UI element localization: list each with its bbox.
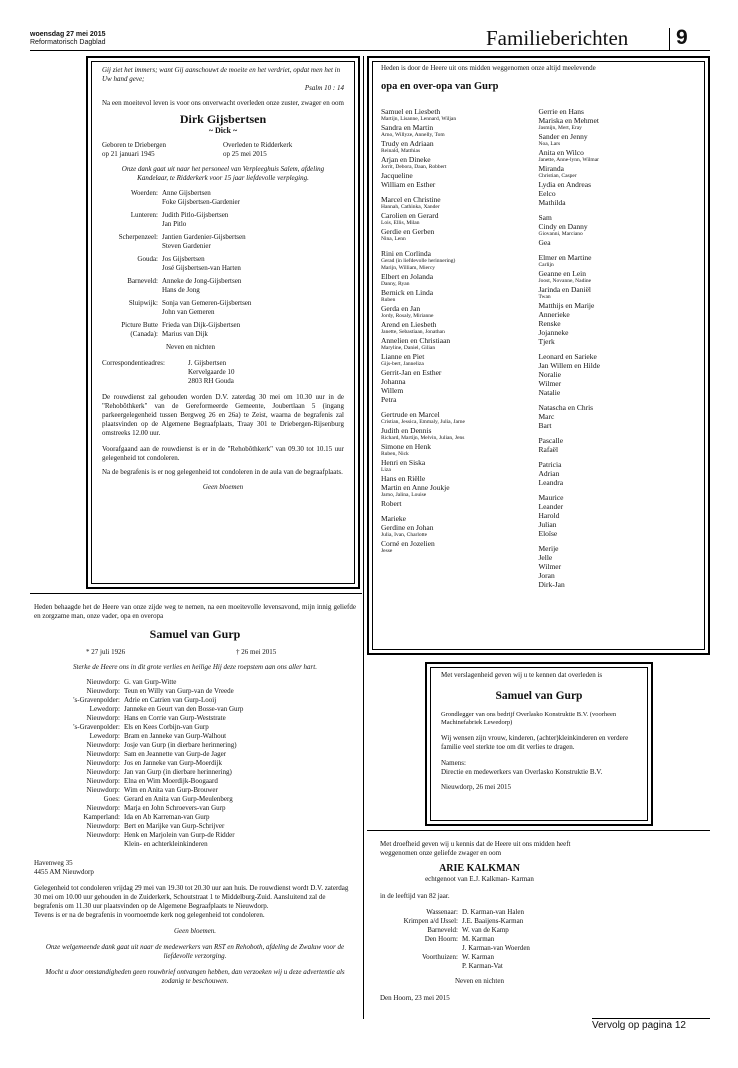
relative-row [102, 299, 344, 317]
address-line: Havenweg 35 [34, 859, 73, 867]
thanks-text: Onze welgemeende dank gaat uit naar de medewerkers van RST en Rehoboth, afdeling de Zwaluw voor de liefdevolle verzorging. [45, 943, 345, 960]
family-member: Annelien en Christiaan [381, 336, 451, 345]
relative-name: W. Karman [462, 953, 495, 961]
family-member: Simone en Henk [381, 442, 431, 451]
family-member: Mariska en Mehmet [538, 116, 599, 125]
relative-place: Nieuwdorp: [86, 777, 120, 785]
relative-name: José Gijsbertsen-van Harten [162, 264, 241, 272]
relative-row [34, 741, 356, 750]
relative-name: Marja en John Schroevers-van Gurp [124, 804, 226, 812]
relative-row [34, 795, 356, 804]
grandchildren-names: Giovanni, Marciano [538, 231, 583, 237]
relative-names [162, 299, 344, 317]
nephews-line: Neven en nichten [455, 977, 504, 985]
family-member: Maurice [538, 493, 564, 502]
corr-line: J. Gijsbertsen [188, 359, 227, 367]
relative-name: Jos en Janneke van Gurp-Moerdijk [124, 759, 222, 767]
spouse-text: echtgenoot van E.J. Kalkman- Karman [425, 875, 534, 883]
issue-date: woensdag 27 mei 2015 [30, 31, 106, 38]
family-member: Julian [538, 520, 557, 529]
obituary-samuel-van-gurp [30, 597, 360, 1037]
grandchildren-names: Richard, Martijn, Melvin, Julian, Jens [381, 435, 465, 441]
relative-name: Josje van Gurp (in dierbare herinnering) [124, 741, 237, 749]
condolence-text: Gelegenheid tot condoleren vrijdag 29 mei van 19.30 tot 20.30 uur aan huis. De rouwdienst wordt D.V. zaterdag 30 mei om 10.00 uur gehouden in de Zuiderkerk, Schoutstraat 1 te Middelburg-Zuid. Aansluitend zal de begrafenis om 11.30 uur plaatsvinden op de Algemene Begraafplaats te Nieuwdorp. [34, 884, 349, 910]
obituary-inner [91, 61, 355, 584]
relative-place: Nieuwdorp: [86, 822, 120, 830]
intro-text: Na een moeitevol leven is voor ons onverwacht overleden onze zuster, zwager en oom [102, 99, 344, 107]
relative-place: Kamperland: [83, 813, 120, 821]
condolence-after-text: Na de begrafenis is er nog gelegenheid tot condoleren in de aula van de begraafplaats. [102, 468, 343, 476]
family-member: Gerrit-Jan en Esther [381, 368, 442, 377]
family-member: Sandra en Martin [381, 123, 434, 132]
family-member: Pascalle [538, 436, 564, 445]
born-date: op 21 januari 1945 [102, 150, 155, 158]
relative-row [34, 777, 356, 786]
family-member: Dirk-Jan [538, 580, 565, 589]
service-text: De rouwdienst zal gehouden worden D.V. zaterdag 30 mei om 10.30 uur in de "Rehobôthkerk" van de Gereformeerde Gemeente, Joubertlaan 5 (ingang parkeergelegenheid tussen Bergweg 26 en 26a) te Zeist, waarna de begrafenis zal plaatsvinden op de Algemene Begraafplaats, Traay 301 te Driebergen-Rijsenburg omstreeks 12.00 uur. [102, 393, 344, 437]
condolence-after-text: Tevens is er na de begrafenis in voornoemde kerk nog gelegenheid tot condoleren. [34, 911, 265, 919]
relative-row [380, 908, 579, 917]
relative-name: Gerard en Anita van Gurp-Meulenberg [124, 795, 233, 803]
family-member: Arend en Liesbeth [381, 320, 437, 329]
relative-place: Nieuwdorp: [86, 678, 120, 686]
relative-place [380, 944, 462, 953]
correspondence-label: Correspondentieadres: [102, 359, 165, 367]
relative-name: Frieda van Dijk-Gijsbertsen [162, 321, 241, 329]
family-member: Natalie [538, 388, 561, 397]
relative-place [34, 840, 124, 849]
family-member: Gerrie en Hans [538, 107, 584, 116]
relative-place: Sluipwijk: [128, 299, 158, 307]
relative-place: 's-Gravenpolder: [73, 696, 120, 704]
relative-place: Wassenaar: [426, 908, 458, 916]
relative-name: Foke Gijsbertsen-Gardenier [162, 198, 240, 206]
grandchildren-names: Noa, Lars [538, 141, 561, 147]
grandchildren-names: Lois, Ellis, Milan [381, 220, 420, 226]
relative-row [34, 831, 356, 840]
relative-names [162, 321, 344, 339]
relative-name: Sonja van Gemeren-Gijsbertsen [162, 299, 252, 307]
relative-row [34, 705, 356, 714]
family-member: Jarinda en Daniël [538, 285, 591, 294]
family-member: Elbert en Jolanda [381, 272, 434, 281]
dates-row [34, 648, 356, 657]
family-member: Trudy en Adriaan [381, 139, 434, 148]
relative-row [34, 786, 356, 795]
relative-place: Voorthuizen: [421, 953, 458, 961]
relative-place: Den Hoorn: [424, 935, 458, 943]
family-member: Bernick en Linda [381, 288, 434, 297]
died-place: Overleden te Ridderkerk [223, 141, 293, 149]
relative-name: John van Gemeren [162, 308, 215, 316]
relative-row [34, 822, 356, 831]
grandchildren-names: Martijn, Lisanne, Lennard, Wiljan [381, 116, 457, 122]
relative-row [34, 696, 356, 705]
relative-name: Bert en Marijke van Gurp-Schrijver [124, 822, 225, 830]
relative-names [162, 211, 344, 229]
family-member: Petra [381, 395, 397, 404]
family-member: Wilmer [538, 562, 562, 571]
address-block [34, 859, 356, 877]
relative-place: Nieuwdorp: [86, 768, 120, 776]
obituary-dirk-gijsbertsen [86, 56, 360, 589]
relative-place [380, 962, 462, 971]
family-member: Arjan en Dineke [381, 155, 431, 164]
header-rule [30, 50, 710, 51]
family-member: Mathilda [538, 198, 566, 207]
relative-place: Nieuwdorp: [86, 804, 120, 812]
family-member: Jelle [538, 553, 553, 562]
relative-name: P. Karman-Vat [462, 962, 503, 970]
relatives-list [34, 678, 356, 849]
corr-line: 2803 RH Gouda [188, 377, 234, 385]
relative-row [34, 759, 356, 768]
relative-place: Nieuwdorp: [86, 750, 120, 758]
relative-place: 's-Gravenpolder: [73, 723, 120, 731]
relative-place: Nieuwdorp: [86, 759, 120, 767]
verse-reference: Psalm 10 : 14 [304, 84, 344, 92]
born-place: Geboren te Driebergen [102, 141, 167, 149]
grandchildren-names: Carlijn [538, 262, 554, 268]
corr-line: Kervelgaarde 10 [188, 368, 235, 376]
header-divider [669, 28, 670, 50]
relative-row [34, 804, 356, 813]
family-member: Eloïse [538, 529, 558, 538]
relative-place: Lewedorp: [89, 705, 120, 713]
relative-name: J. Karman-van Woerden [462, 944, 530, 952]
family-member: Marcel en Christine [381, 195, 441, 204]
relative-names [162, 277, 344, 295]
grandchildren-names: Nina, Lenn [381, 236, 406, 242]
grandchildren-names: Julia, Ivan, Charlotte [381, 532, 428, 538]
relative-name: Anneke de Jong-Gijsbertsen [162, 277, 242, 285]
family-member: Sam [538, 213, 552, 222]
relative-row [102, 211, 344, 229]
family-member: Marc [538, 412, 555, 421]
relative-place: Nieuwdorp: [86, 687, 120, 695]
obituary-inner [372, 61, 705, 650]
family-member: Jacqueline [381, 171, 413, 180]
family-member: Gerdine en Johan [381, 523, 434, 532]
relative-row [102, 233, 344, 251]
grandchildren-names: Gijs-bert, Janneliza [381, 361, 424, 367]
family-member: Hans en Riëlle [381, 474, 426, 483]
family-member: William en Esther [381, 180, 436, 189]
family-member: Gertrude en Marcel [381, 410, 440, 419]
relative-place: Scherpenzeel: [118, 233, 158, 241]
family-member: Joran [538, 571, 555, 580]
relative-name: Ida en Ab Karreman-van Gurp [124, 813, 210, 821]
family-member: Cindy en Danny [538, 222, 588, 231]
relative-row [34, 840, 356, 849]
dates-row [102, 141, 344, 159]
relative-name: Wim en Anita van Gurp-Brouwer [124, 786, 218, 794]
intro-text: Heden is door de Heere uit ons midden weggenomen onze altijd meelevende [381, 64, 596, 72]
relative-name: Elna en Wim Moerdijk-Boogaard [124, 777, 218, 785]
verse-text: Gij ziet het immers; want Gij aanschouwt de moeite en het verdriet, opdat men het in Uw hand geve; [102, 66, 341, 83]
grandchildren-names: Arno, Willyze, Annelly, Tom [381, 132, 445, 138]
relatives-list [102, 189, 344, 339]
relative-row [34, 723, 356, 732]
nephews-line: Neven en nichten [166, 343, 215, 351]
family-member: Rini en Corlinda [381, 249, 431, 258]
relative-name: Adrie en Catrien van Gurp-Looij [124, 696, 217, 704]
relative-names [162, 233, 344, 251]
grandchildren-names: Maryline, Daniel, Gilian [381, 345, 436, 351]
relative-place: Picture Butte (Canada): [121, 321, 158, 338]
grandchildren-names: Reinald, Matthias [381, 148, 421, 154]
intro-text: Heden behaagde het de Heere van onze zijde weg te nemen, na een moeitevolle levensavond, mijn innig geliefde en zorgzame man, onze vader, opa en overopa [34, 603, 356, 620]
family-member: Jojanneke [538, 328, 569, 337]
relative-name: Jan Pitlo [162, 220, 187, 228]
family-member: Tjerk [538, 337, 555, 346]
grandchildren-names: Marijn, William, Miercy [381, 265, 436, 271]
obituary-inner [34, 603, 356, 986]
relative-name: Marius van Dijk [162, 330, 208, 338]
thanks-text: Onze dank gaat uit naar het personeel van Verpleeghuis Salem, afdeling Kandelaar, te Ridderkerk voor 15 jaar liefdevolle verpleging. [121, 165, 325, 182]
relative-name: D. Karman-van Halen [462, 908, 525, 916]
grandchildren-names: Jordy, Rosaly, Mirianne [381, 313, 434, 319]
relative-row [380, 962, 579, 971]
relative-row [380, 944, 579, 953]
family-member: Harold [538, 511, 560, 520]
intro-text: Met verslagenheid geven wij u te kennen dat overleden is [441, 671, 603, 679]
relative-name: Judith Pitlo-Gijsbertsen [162, 211, 229, 219]
family-member: Adrian [538, 469, 560, 478]
family-member: Samuel en Liesbeth [381, 107, 441, 116]
family-member: Wilmer [538, 379, 562, 388]
condolence-before-text: Voorafgaand aan de rouwdienst is er in de "Rehobôthkerk" van 09.30 tot 10.15 uur gelegenheid tot condoleren. [102, 445, 344, 462]
relative-row [380, 953, 579, 962]
relative-name: Jos Gijsbertsen [162, 255, 205, 263]
grandchildren-names: Jasmijn, Mert, Eray [538, 125, 582, 131]
family-member: Judith en Dennis [381, 426, 432, 435]
relative-name: Hans de Jong [162, 286, 200, 294]
relative-row [34, 732, 356, 741]
newspaper-name: Reformatorisch Dagblad [30, 39, 106, 46]
relative-row [34, 813, 356, 822]
relative-place: Nieuwdorp: [86, 831, 120, 839]
relative-place: Nieuwdorp: [86, 714, 120, 722]
relative-row [34, 714, 356, 723]
family-member: Elmer en Martine [538, 253, 592, 262]
family-member: Lydia en Andreas [538, 180, 591, 189]
family-member: Carolien en Gerard [381, 211, 439, 220]
grandchildren-names: Janette, Anne-lynn, Wilmar [538, 157, 599, 163]
obituary-arie-kalkman [372, 838, 587, 1038]
died-date: op 25 mei 2015 [223, 150, 267, 158]
relative-row [34, 687, 356, 696]
relative-row [102, 255, 344, 273]
grandchildren-names: Danny, Ryan [381, 281, 410, 287]
grandchildren-names: Ruben, Nick [381, 451, 409, 457]
family-member: Anita en Wilco [538, 148, 584, 157]
family-member: Rafaël [538, 445, 559, 454]
family-member: Bart [538, 421, 552, 430]
correspondence-address [188, 359, 234, 386]
family-member: Leander [538, 502, 564, 511]
deceased-title: opa en over-opa van Gurp [381, 81, 499, 92]
separator [30, 593, 362, 594]
family-member: Renske [538, 319, 561, 328]
family-member: Natascha en Chris [538, 403, 594, 412]
relative-name: G. van Gurp-Witte [124, 678, 177, 686]
family-member: Eelco [538, 189, 556, 198]
relative-row [102, 277, 344, 295]
founder-text: Grondlegger van ons bedrijf Overlasko Konstruktie B.V. (voorheen Machinefabriek Lewedorp) [441, 711, 617, 726]
relative-place: Gouda: [137, 255, 158, 263]
quote-text: Sterke de Heere ons in dit grote verlies en heilige Hij deze roepstem aan ons aller hart. [73, 663, 317, 671]
relative-row [380, 917, 579, 926]
wish-text: Wij wensen zijn vrouw, kinderen, (achter)kleinkinderen en verdere familie veel sterkte toe om dit verlies te dragen. [441, 734, 629, 751]
on-behalf-names: Directie en medewerkers van Overlasko Konstruktie B.V. [441, 768, 603, 776]
relative-place: Lunteren: [130, 211, 158, 219]
relative-row [380, 926, 579, 935]
born-block [102, 141, 223, 159]
address-line: 4455 AM Nieuwdorp [34, 868, 94, 876]
died-date: † 26 mei 2015 [236, 648, 277, 656]
grandchildren-names: Twan [538, 294, 551, 300]
family-member: Gerda en Jan [381, 304, 421, 313]
family-column-right [539, 107, 697, 589]
deceased-name: ARIE KALKMAN [439, 863, 520, 874]
relative-name: Anne Gijsbertsen [162, 189, 211, 197]
relative-row [34, 768, 356, 777]
family-member: Patricia [538, 460, 562, 469]
deceased-name: Dirk Gijsbertsen [179, 112, 267, 126]
grandchildren-names: Gerad (in liefdevolle herinnering) [381, 258, 456, 264]
relative-row [102, 189, 344, 207]
no-flowers-text: Geen bloemen. [174, 927, 216, 935]
family-member: Annerieke [538, 310, 570, 319]
grandchildren-names: Ruben [381, 297, 396, 303]
place-date: Den Hoorn, 23 mei 2015 [380, 994, 450, 1002]
family-member: Marieke [381, 514, 406, 523]
grandchildren-names: Janette, Sebastiaan, Jonathan [381, 329, 445, 335]
grandchildren-names: Liza [381, 467, 391, 473]
relative-place: Lewedorp: [89, 732, 120, 740]
family-member: Corné en Jozelien [381, 539, 435, 548]
deceased-nickname: ~ Dick ~ [208, 126, 238, 135]
relative-name: Teun en Willy van Gurp-van de Vreede [124, 687, 234, 695]
age-text: in de leeftijd van 82 jaar. [380, 892, 450, 900]
grandchildren-names: Cristian, Jessica, Emmaly, Julia, Jarne [381, 419, 465, 425]
column-rule [363, 56, 364, 1019]
deceased-name: Samuel van Gurp [495, 690, 583, 702]
relative-row [380, 935, 579, 944]
grandchildren-names: Jorrit, Debora, Daan, Robbert [381, 164, 447, 170]
family-member: Noralie [538, 370, 561, 379]
relative-names [162, 189, 344, 207]
family-member: Gea [538, 238, 551, 247]
relative-place: Nieuwdorp: [86, 741, 120, 749]
relative-name: Bram en Janneke van Gurp-Walhout [124, 732, 227, 740]
relatives-list [380, 908, 579, 971]
relative-place: Barneveld: [427, 926, 458, 934]
section-title: Familieberichten [486, 26, 629, 50]
family-member: Leandra [538, 478, 564, 487]
obituary-company-notice [425, 662, 653, 826]
family-member: Miranda [538, 164, 564, 173]
obituary-opa-van-gurp [367, 56, 710, 655]
grandchildren-names: Jarno, Jalina, Louise [381, 492, 427, 498]
continued-on-page: Vervolg op pagina 12 [592, 1018, 710, 1034]
relative-name: Jan van Gurp (in dierbare herinnering) [124, 768, 232, 776]
relative-place: Goes: [103, 795, 120, 803]
grandchildren-names: Jesse [381, 548, 393, 554]
relative-name: Sam en Jeannette van Gurp-de Jager [124, 750, 227, 758]
family-columns [381, 107, 696, 589]
no-flowers-text: Geen bloemen [202, 483, 244, 491]
relative-place: Krimpen a/d IJssel: [403, 917, 458, 925]
place-date: Nieuwdorp, 26 mei 2015 [441, 783, 511, 791]
grandchildren-names: Christian, Casper [538, 173, 577, 179]
notice-text: Mocht u door omstandigheden geen rouwbrief ontvangen hebben, dan verzoeken wij u deze advertentie als zodanig te beschouwen. [45, 968, 345, 985]
family-member: Martin en Anne Joukje [381, 483, 450, 492]
grandchildren-names: Hannah, Cathinka, Xander [381, 204, 440, 210]
relative-name: Klein- en achterkleinkinderen [124, 840, 208, 848]
deceased-name: Samuel van Gurp [149, 627, 241, 641]
relative-place: Barneveld: [127, 277, 158, 285]
correspondence-block [102, 359, 344, 386]
family-column-left [381, 107, 539, 589]
family-member: Gerdie en Gerben [381, 227, 435, 236]
relative-name: Els en Kees Corbijn-van Gurp [124, 723, 209, 731]
relative-name: Jantien Gardenier-Gijsbertsen [162, 233, 246, 241]
relative-place: Woerden: [130, 189, 158, 197]
page-number: 9 [676, 26, 688, 49]
relative-row [34, 750, 356, 759]
family-member: Merije [538, 544, 559, 553]
family-member: Geanne en Lein [538, 269, 586, 278]
notice-inner [430, 667, 648, 821]
obituary-inner [380, 840, 579, 1003]
family-member: Willem [381, 386, 404, 395]
relative-name: Janneke en Geurt van den Bosse-van Gurp [124, 705, 244, 713]
intro-text: Met droefheid geven wij u kennis dat de Heere uit ons midden heeft weggenomen onze geliefde zwager en oom [380, 840, 571, 857]
family-member: Jan Willem en Hilde [538, 361, 600, 370]
grandchildren-names: Joost, Novanne, Nadine [538, 278, 592, 284]
relative-name: Henk en Marjolein van Gurp-de Ridder [124, 831, 235, 839]
family-member: Sander en Jenny [538, 132, 588, 141]
family-member: Leonard en Sarieke [538, 352, 597, 361]
relative-place: Nieuwdorp: [86, 786, 120, 794]
family-member: Robert [381, 499, 402, 508]
family-member: Lianne en Piet [381, 352, 425, 361]
relative-row [34, 678, 356, 687]
separator [367, 830, 710, 831]
family-member: Johanna [381, 377, 406, 386]
born-date: * 27 juli 1926 [86, 648, 126, 656]
relative-row [102, 321, 344, 339]
relative-names [162, 255, 344, 273]
relative-name: Hans en Corrie van Gurp-Weststrate [124, 714, 226, 722]
family-member: Henri en Siska [381, 458, 426, 467]
relative-name: W. van de Kamp [462, 926, 509, 934]
relative-name: M. Karman [462, 935, 495, 943]
relative-name: J.E. Baaijens-Karman [462, 917, 524, 925]
on-behalf-label: Namens: [441, 759, 466, 767]
relative-name: Steven Gardenier [162, 242, 211, 250]
family-member: Matthijs en Marije [538, 301, 595, 310]
died-block [223, 141, 344, 159]
